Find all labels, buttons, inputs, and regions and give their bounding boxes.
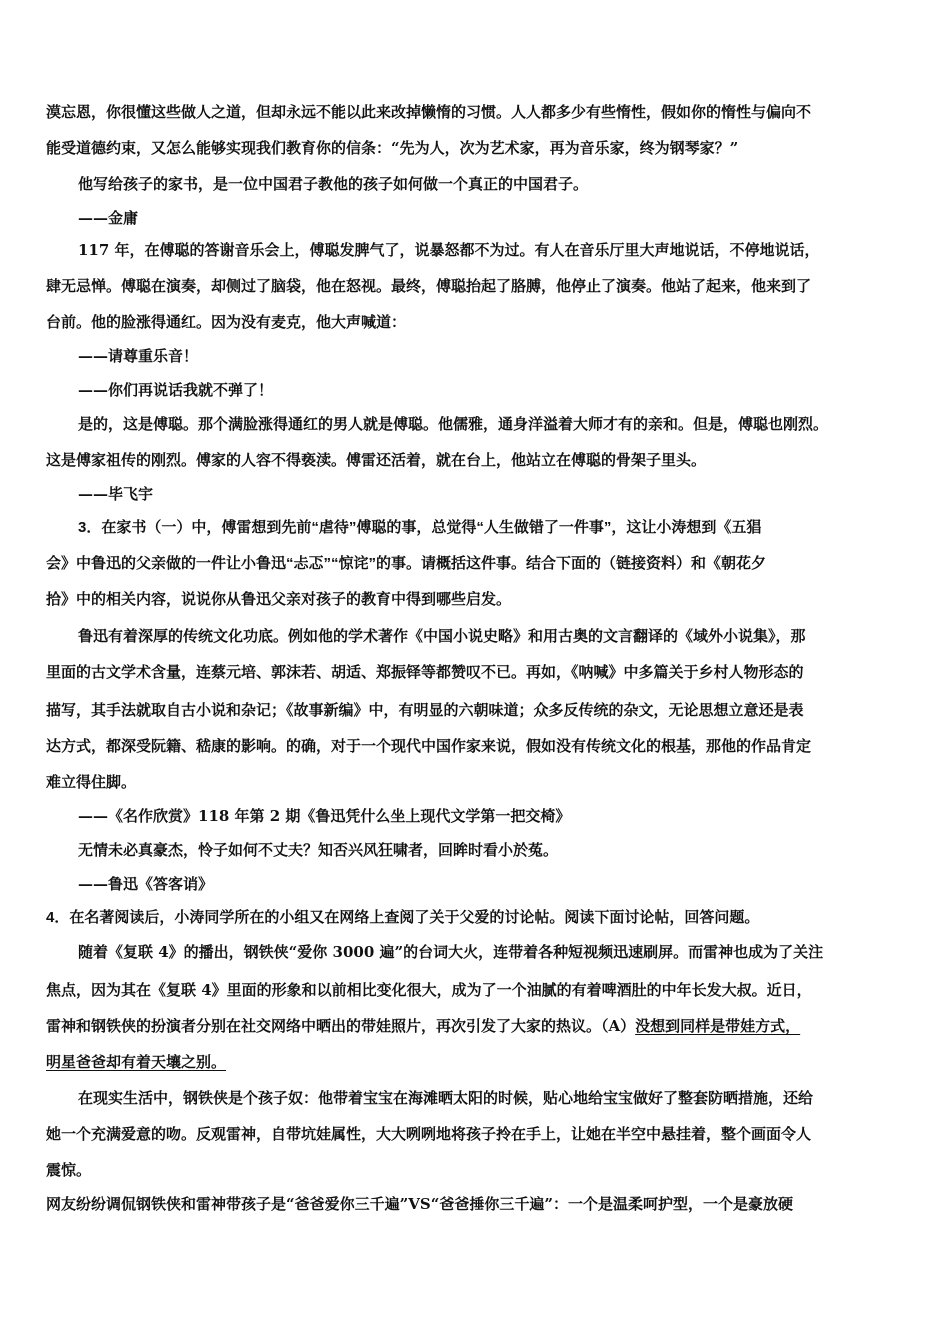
- text-line: 她一个充满爱意的吻。反观雷神，自带坑娃属性，大大咧咧地将孩子拎在手上，让她在半空中悬挂着，整个画面令人: [46, 1125, 812, 1143]
- text-line: 117 年，在傅聪的答谢音乐会上，傅聪发脾气了，说暴怒都不为过。有人在音乐厅里大声地说话，不停地说话，: [78, 241, 820, 259]
- underlined-sentence-a: 没想到同样是带娃方式，: [635, 1017, 801, 1035]
- question-3-line: 拾》中的相关内容，说说你从鲁迅父亲对孩子的教育中得到哪些启发。: [46, 591, 512, 608]
- poem-line: 无情未必真豪杰，怜子如何不丈夫？知否兴风狂啸者，回眸时看小於菟。: [78, 841, 559, 859]
- signature: ——毕飞宇: [78, 485, 154, 503]
- text-line: 里面的古文学术含量，连蔡元培、郭沫若、胡适、郑振铎等都赞叹不已。再如，《呐喊》中多篇关于乡村人物形态的: [46, 663, 804, 681]
- text-line: 台前。他的脸涨得通红。因为没有麦克，他大声喊道：: [46, 313, 407, 331]
- text-line: [46, 1052, 910, 1072]
- text-line: 焦点，因为其在《复联 4》里面的形象和以前相比变化很大，成为了一个油腻的有着啤酒肚的中年长发大叔。近日，: [46, 981, 812, 999]
- text-line: 描写，其手法就取自古小说和杂记；《故事新编》中，有明显的六朝味道；众多反传统的杂文，无论思想立意还是表: [46, 701, 804, 719]
- text-line: 能受道德约束，又怎么能够实现我们教育你的信条：“先为人，次为艺术家，再为音乐家，终为钢琴家？”: [46, 139, 739, 157]
- source-citation: ——《名作欣赏》118 年第 2 期《鲁迅凭什么坐上现代文学第一把交椅》: [78, 807, 571, 825]
- text-line: 他写给孩子的家书，是一位中国君子教他的孩子如何做一个真正的中国君子。: [78, 175, 589, 193]
- text-line: 难立得住脚。: [46, 773, 137, 791]
- text-line: [46, 1016, 910, 1036]
- text-line: 肆无忌惮。傅聪在演奏，却侧过了脑袋，他在怒视。最终，傅聪抬起了胳膊，他停止了演奏。他站了起来，他来到了: [46, 277, 812, 295]
- text-line: 随着《复联 4》的播出，钢铁侠“爱你 3000 遍”的台词大火，连带着各种短视频迅速刷屏。而雷神也成为了关注: [78, 943, 824, 961]
- question-3-line: 会》中鲁迅的父亲做的一件让小鲁迅“忐忑”“惊诧”的事。请概括这件事。结合下面的（链接资料）和《朝花夕: [46, 555, 767, 572]
- source-citation: ——鲁迅《答客诮》: [78, 875, 214, 893]
- underlined-sentence-a: 明星爸爸却有着天壤之别。: [46, 1053, 227, 1071]
- text-line: 在现实生活中，钢铁侠是个孩子奴：他带着宝宝在海滩晒太阳的时候，贴心地给宝宝做好了整套防晒措施，还给: [78, 1089, 814, 1107]
- text-line: 震惊。: [46, 1161, 92, 1179]
- text-line: 漠忘恩，你很懂这些做人之道，但却永远不能以此来改掉懒惰的习惯。人人都多少有些惰性，假如你的惰性与偏向不: [46, 103, 812, 121]
- text-line: 达方式，都深受阮籍、嵇康的影响。的确，对于一个现代中国作家来说，假如没有传统文化的根基，那他的作品肯定: [46, 737, 812, 755]
- quote-line: ——请尊重乐音！: [78, 347, 199, 365]
- question-4-line: 4．在名著阅读后，小涛同学所在的小组又在网络上查阅了关于父爱的讨论帖。阅读下面讨论帖，回答问题。: [46, 909, 760, 926]
- signature: ——金庸: [78, 209, 139, 227]
- text-line: 网友纷纷调侃钢铁侠和雷神带孩子是“爸爸爱你三千遍”VS“爸爸捶你三千遍”：一个是温柔呵护型，一个是豪放硬: [46, 1195, 793, 1213]
- text-line: 这是傅家祖传的刚烈。傅家的人容不得亵渎。傅雷还活着，就在台上，他站立在傅聪的骨架子里头。: [46, 451, 707, 469]
- question-3-line: 3．在家书（一）中，傅雷想到先前“虐待”傅聪的事，总觉得“人生做错了一件事”，这让小涛想到《五猖: [78, 519, 762, 536]
- text-line: 鲁迅有着深厚的传统文化功底。例如他的学术著作《中国小说史略》和用古奥的文言翻译的《域外小说集》，那: [78, 627, 806, 645]
- text-span: 雷神和钢铁侠的扮演者分别在社交网络中晒出的带娃照片，再次引发了大家的热议。（A）: [46, 1017, 636, 1035]
- quote-line: ——你们再说话我就不弹了！: [78, 381, 274, 399]
- text-line: 是的，这是傅聪。那个满脸涨得通红的男人就是傅聪。他儒雅，通身洋溢着大师才有的亲和。但是，傅聪也刚烈。: [78, 415, 829, 433]
